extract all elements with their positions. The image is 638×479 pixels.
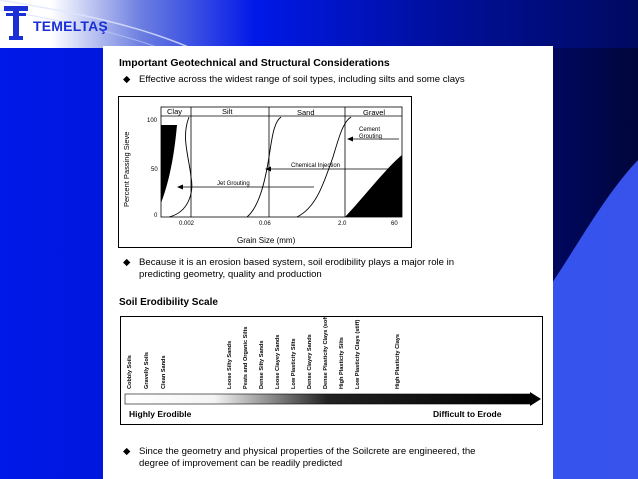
zone-label-silt: Silt xyxy=(222,107,233,116)
bar-arrow-head xyxy=(530,392,541,406)
soil-type-label: Low Plasticity Clays (stiff) xyxy=(355,319,361,389)
clay-fill xyxy=(161,125,177,203)
zone-label-clay: Clay xyxy=(167,107,183,116)
t-emblem-icon xyxy=(3,4,31,44)
bullet-text xyxy=(139,446,476,469)
jet-label: Jet Grouting xyxy=(217,181,250,187)
soil-type-label: Loose Clayey Sands xyxy=(275,334,281,389)
grouting-label: Grouting xyxy=(359,134,383,140)
soil-type-label: Dense Clayey Sands xyxy=(307,334,313,389)
grain-size-chart xyxy=(118,96,412,248)
chemical-label: Chemical Injection xyxy=(291,163,341,169)
section-heading: Important Geotechnical and Structural Considerations xyxy=(119,57,390,69)
x-tick-label: 0.06 xyxy=(259,221,271,227)
arrow-head xyxy=(347,137,353,142)
bullet-text-line: Since the geometry and physical properties of the Soilcrete are engineered, the xyxy=(139,446,476,457)
y-tick-label: 50 xyxy=(151,167,158,173)
x-tick-label: 0.002 xyxy=(179,221,195,227)
bullet-text: Effective across the widest range of soil types, including silts and some clays xyxy=(139,74,465,85)
bullet-icon: ◆ xyxy=(123,446,131,457)
bullet-icon: ◆ xyxy=(123,74,131,85)
bullet-icon: ◆ xyxy=(123,257,131,268)
erodibility-scale xyxy=(120,316,543,425)
bullet-text-line: predicting geometry, quality and production xyxy=(139,268,322,280)
soil-type-label: Dense Plasticity Clays (soft) xyxy=(323,317,329,389)
soil-type-label: High Plasticity Silts xyxy=(339,337,345,389)
grain-curve xyxy=(247,117,281,217)
scale-heading: Soil Erodibility Scale xyxy=(119,297,218,308)
bullet-text xyxy=(139,257,454,280)
bullet-text-line: Because it is an erosion based system, soil erodibility plays a major role in xyxy=(139,257,455,268)
arrow-head xyxy=(265,167,271,172)
soil-type-label: Dense Silty Sands xyxy=(259,340,265,389)
difficult-to-erode-label: Difficult to Erode xyxy=(433,409,502,419)
soil-type-label: Cobbly Soils xyxy=(127,355,133,389)
soil-type-label: Loose Silty Sands xyxy=(227,340,233,389)
zone-label-sand: Sand xyxy=(297,108,315,117)
erodibility-scale-svg xyxy=(121,317,542,424)
arrow-head xyxy=(177,185,183,190)
y-tick-label: 0 xyxy=(154,213,158,219)
bullet-text-line: degree of improvement can be readily predicted xyxy=(139,457,343,469)
soil-type-label: Clean Sands xyxy=(161,355,167,389)
logo-text: TEMELTAŞ xyxy=(33,18,108,34)
decorative-curve xyxy=(540,160,638,479)
soil-type-label: Low Plasticity Silts xyxy=(291,338,297,389)
gravel-fill xyxy=(345,155,402,217)
x-tick-label: 2.0 xyxy=(338,221,347,227)
highly-erodible-label: Highly Erodible xyxy=(129,409,192,419)
grain-size-chart-svg xyxy=(119,97,411,247)
y-tick-label: 100 xyxy=(147,118,158,124)
erodibility-bar xyxy=(125,394,530,404)
slide-content xyxy=(103,46,553,479)
soil-type-label: Gravelly Soils xyxy=(144,351,150,389)
cement-label: Cement xyxy=(359,127,381,133)
scale-labels xyxy=(127,317,401,389)
x-tick-label: 60 xyxy=(391,221,398,227)
x-axis-label: Grain Size (mm) xyxy=(237,236,296,245)
company-logo xyxy=(3,4,108,44)
y-axis-label: Percent Passing Sieve xyxy=(122,131,131,207)
zone-label-gravel: Gravel xyxy=(363,108,386,117)
soil-type-label: High Plasticity Clays xyxy=(395,333,401,389)
soil-type-label: Peats and Organic Silts xyxy=(243,326,249,389)
